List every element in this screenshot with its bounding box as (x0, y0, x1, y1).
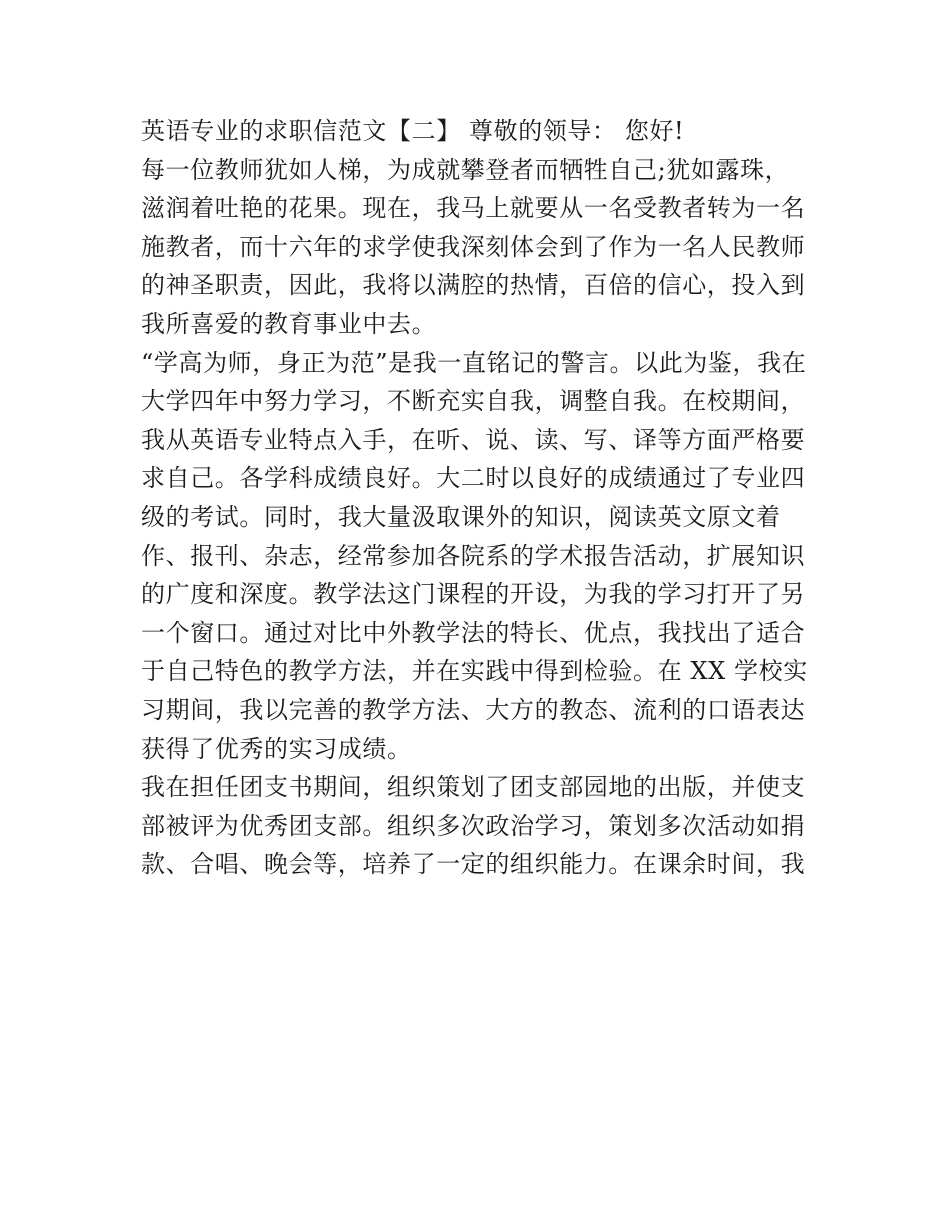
text-line: 款、合唱、晚会等，培养了一定的组织能力。在课余时间，我 (141, 850, 806, 879)
text-line: 获得了优秀的实习成绩。 (141, 734, 412, 763)
text-line: 部被评为优秀团支部。组织多次政治学习，策划多次活动如捐 (141, 811, 806, 840)
letter-heading-line: 英语专业的求职信范文【二】 尊敬的领导： 您好! (141, 117, 685, 145)
letter-body (141, 112, 831, 884)
text-line: 每一位教师犹如人梯，为成就攀登者而牺牲自己;犹如露珠， (141, 155, 790, 184)
text-line: 施教者，而十六年的求学使我深刻体会到了作为一名人民教师 (141, 232, 806, 261)
text-line: 习期间，我以完善的教学方法、大方的教态、流利的口语表达 (141, 695, 806, 724)
text-line: 作、报刊、杂志，经常参加各院系的学术报告活动，扩展知识 (141, 541, 806, 570)
text-line: 级的考试。同时，我大量汲取课外的知识，阅读英文原文着 (141, 502, 781, 531)
text-line: 一个窗口。通过对比中外教学法的特长、优点，我找出了适合 (141, 618, 806, 647)
text-line: 求自己。各学科成绩良好。大二时以良好的成绩通过了专业四 (141, 464, 806, 493)
text-line: 我从英语专业特点入手，在听、说、读、写、译等方面严格要 (141, 425, 806, 454)
text-line: 大学四年中努力学习，不断充实自我，调整自我。在校期间， (141, 387, 806, 416)
text-line: “学高为师，身正为范”是我一直铭记的警言。以此为鉴，我在 (141, 348, 807, 377)
text-line: 我所喜爱的教育事业中去。 (141, 309, 437, 338)
text-line: 的广度和深度。教学法这门课程的开设，为我的学习打开了另 (141, 580, 806, 609)
text-line: 滋润着吐艳的花果。现在，我马上就要从一名受教者转为一名 (141, 194, 806, 223)
text-line: 我在担任团支书期间，组织策划了团支部园地的出版，并使支 (141, 773, 806, 802)
text-line: 于自己特色的教学方法，并在实践中得到检验。在 XX 学校实 (141, 657, 808, 686)
text-line: 的神圣职责，因此，我将以满腔的热情，百倍的信心，投入到 (141, 271, 806, 300)
